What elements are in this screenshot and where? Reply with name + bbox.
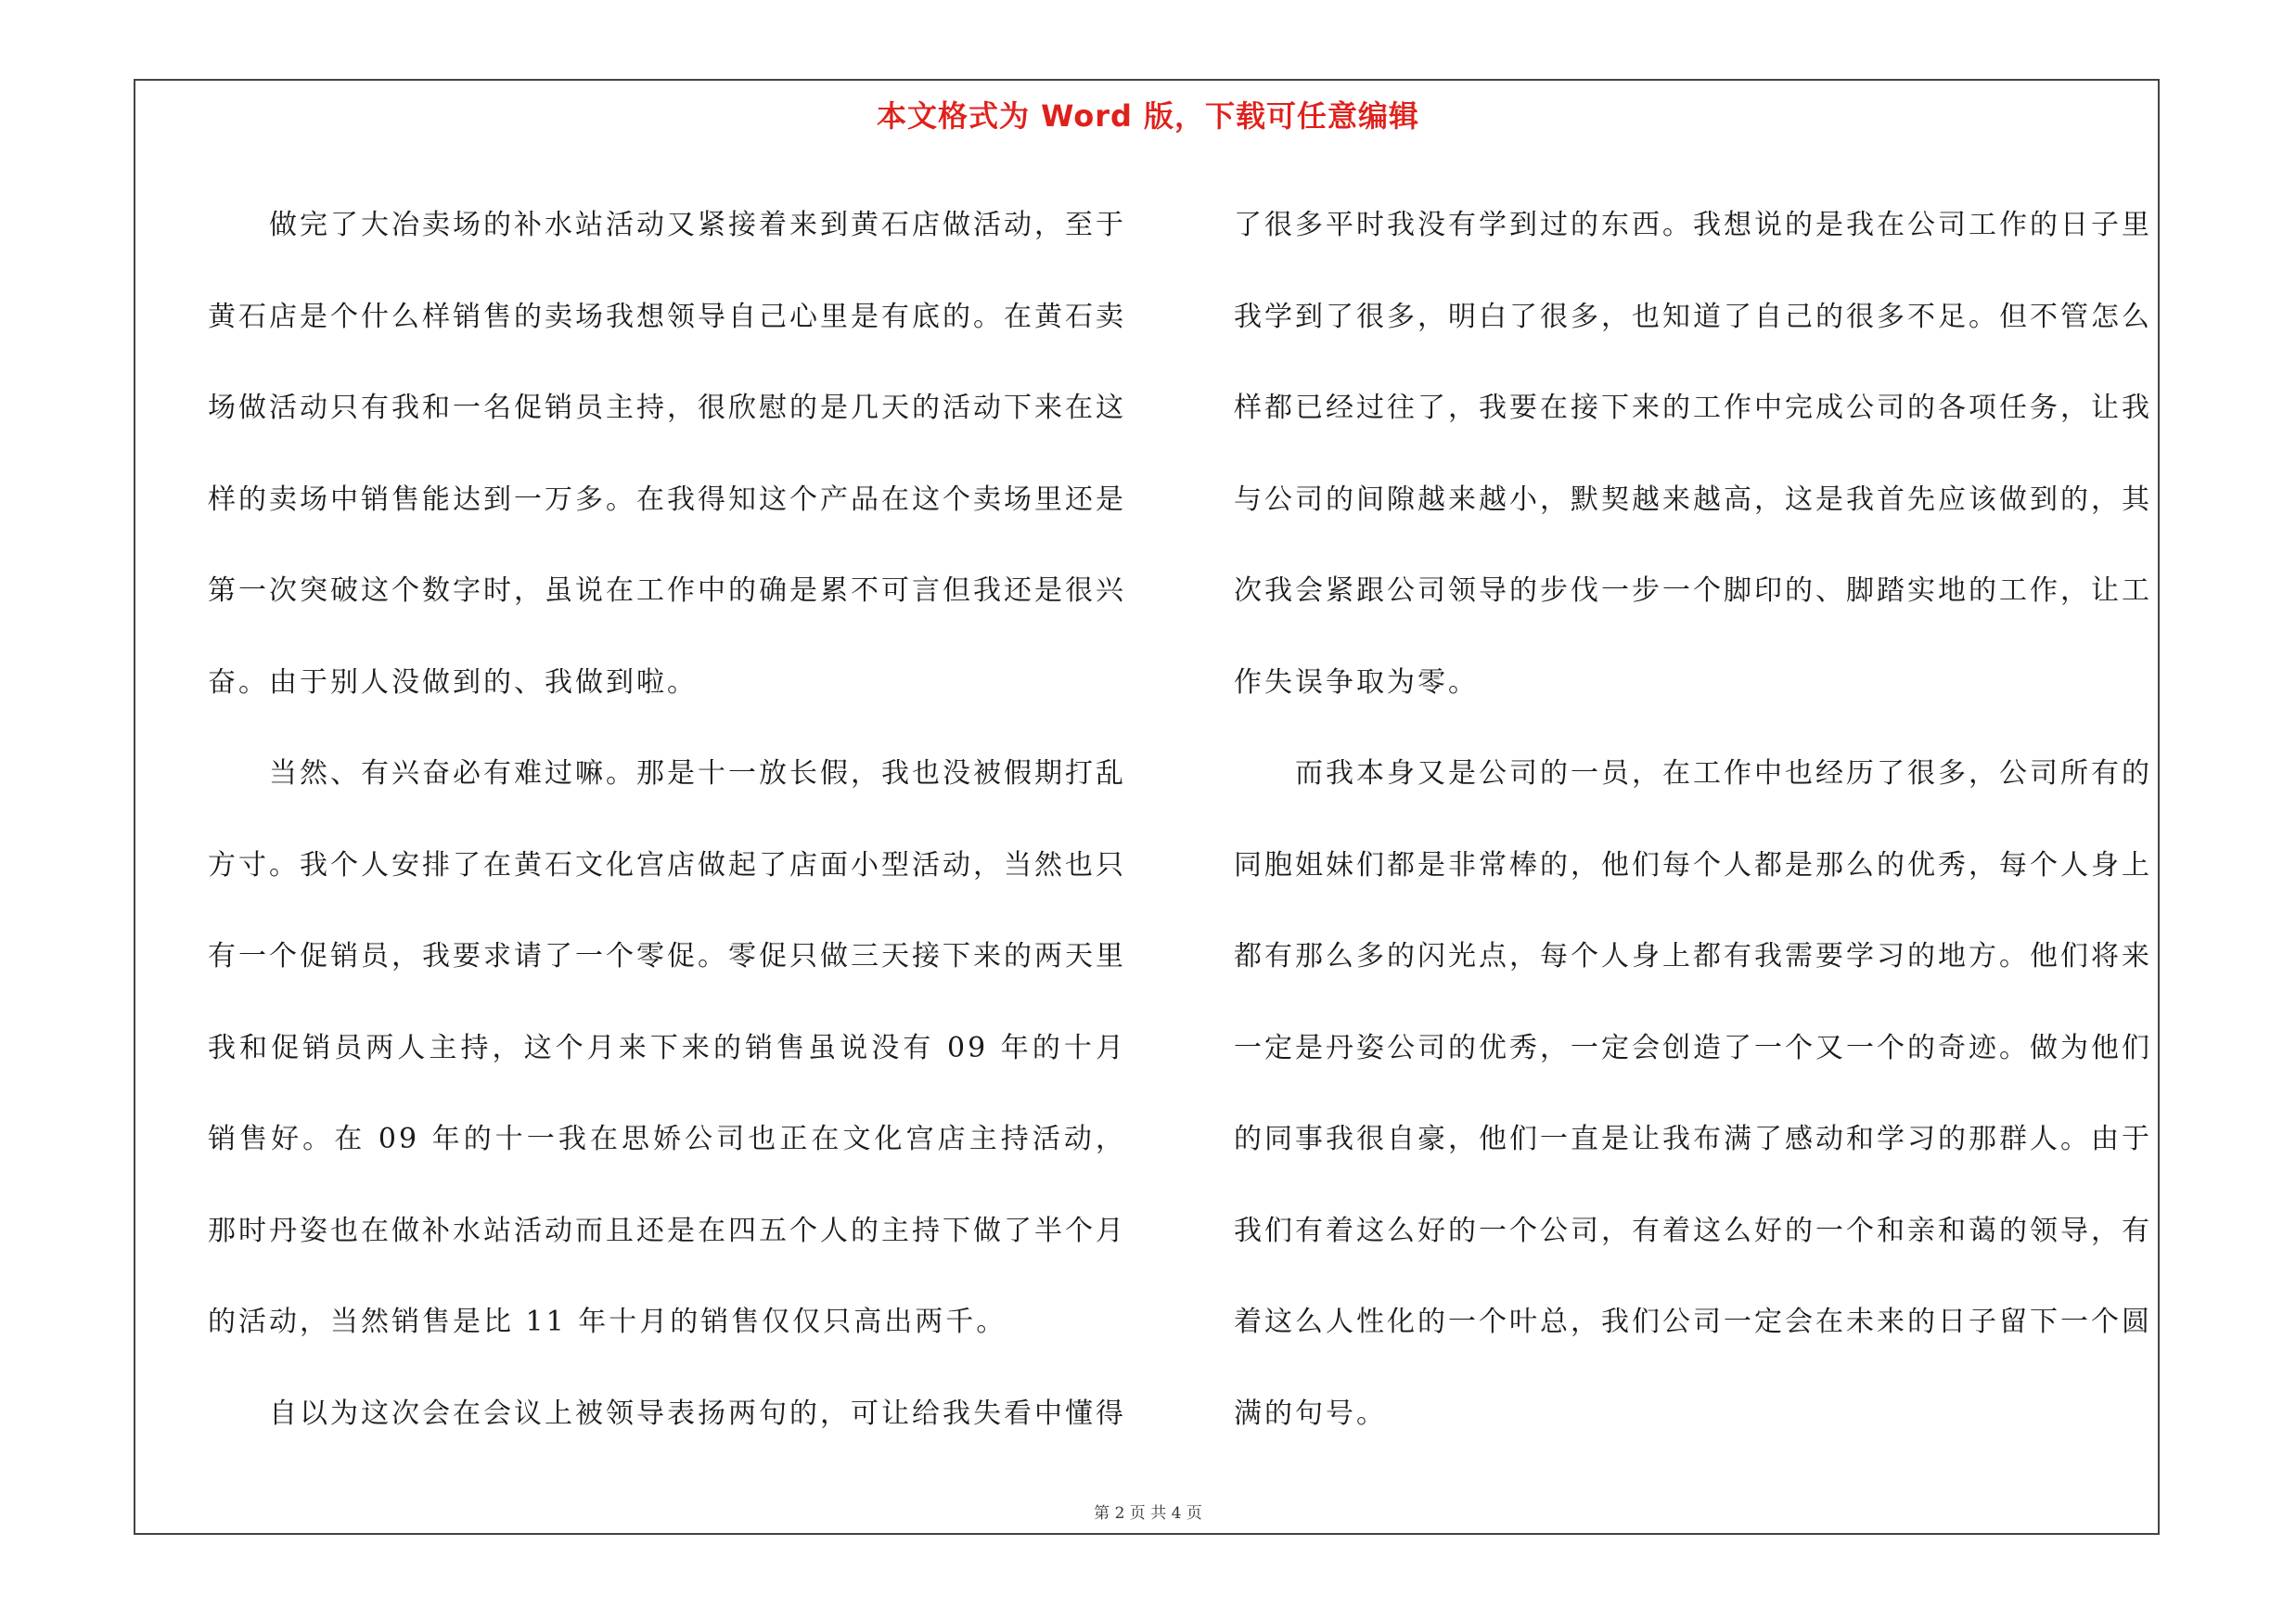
paragraph: 自以为这次会在会议上被领导表扬两句的，可让给我失看中懂得 xyxy=(269,1397,1126,1430)
page-number-footer: 第 2 页 共 4 页 xyxy=(1094,1504,1202,1523)
right-text-column xyxy=(1234,180,2152,1460)
paragraph: 而我本身又是公司的一员，在工作中也经历了很多，公司所有的同胞姐妹们都是非常棒的，他们每个人都是那么的优秀，每个人身上都有那么多的闪光点，每个人身上都有我需要学习的地方。他们将来一定是丹姿公司的优秀，一定会创造了一个又一个的奇迹。做为他们的同事我很自豪，他们一直是让我布满了感动和学习的那群人。由于我们有着这么好的一个公司，有着这么好的一个和亲和蔼的领导，有着这么人性化的一个叶总，我们公司一定会在未来的日子留下一个圆满的句号。 xyxy=(1234,757,2152,1430)
paragraph: 做完了大冶卖场的补水站活动又紧接着来到黄石店做活动，至于黄石店是个什么样销售的卖场我想领导自己心里是有底的。在黄石卖场做活动只有我和一名促销员主持，很欣慰的是几天的活动下来在这样的卖场中销售能达到一万多。在我得知这个产品在这个卖场里还是第一次突破这个数字时，虽说在工作中的确是累不可言但我还是很兴奋。由于别人没做到的、我做到啦。 xyxy=(208,209,1126,699)
paragraph-continued: 了很多平时我没有学到过的东西。我想说的是我在公司工作的日子里我学到了很多，明白了很多，也知道了自己的很多不足。但不管怎么样都已经过往了，我要在接下来的工作中完成公司的各项任务，让我与公司的间隙越来越小，默契越来越高，这是我首先应该做到的，其次我会紧跟公司领导的步伐一步一个脚印的、脚踏实地的工作，让工作失误争取为零。 xyxy=(1234,209,2152,699)
paragraph: 当然、有兴奋必有难过嘛。那是十一放长假，我也没被假期打乱方寸。我个人安排了在黄石文化宫店做起了店面小型活动，当然也只有一个促销员，我要求请了一个零促。零促只做三天接下来的两天里我和促销员两人主持，这个月来下来的销售虽说没有 09 年的十月销售好。在 09 年的十一我在思娇公司也正在文化宫店主持活动，那时丹姿也在做补水站活动而且还是在四五个人的主持下做了半个月的活动，当然销售是比 11 年十月的销售仅仅只高出两千。 xyxy=(208,757,1126,1338)
word-format-banner: 本文格式为 Word 版，下载可任意编辑 xyxy=(876,98,1420,134)
left-text-column xyxy=(208,180,1126,1460)
